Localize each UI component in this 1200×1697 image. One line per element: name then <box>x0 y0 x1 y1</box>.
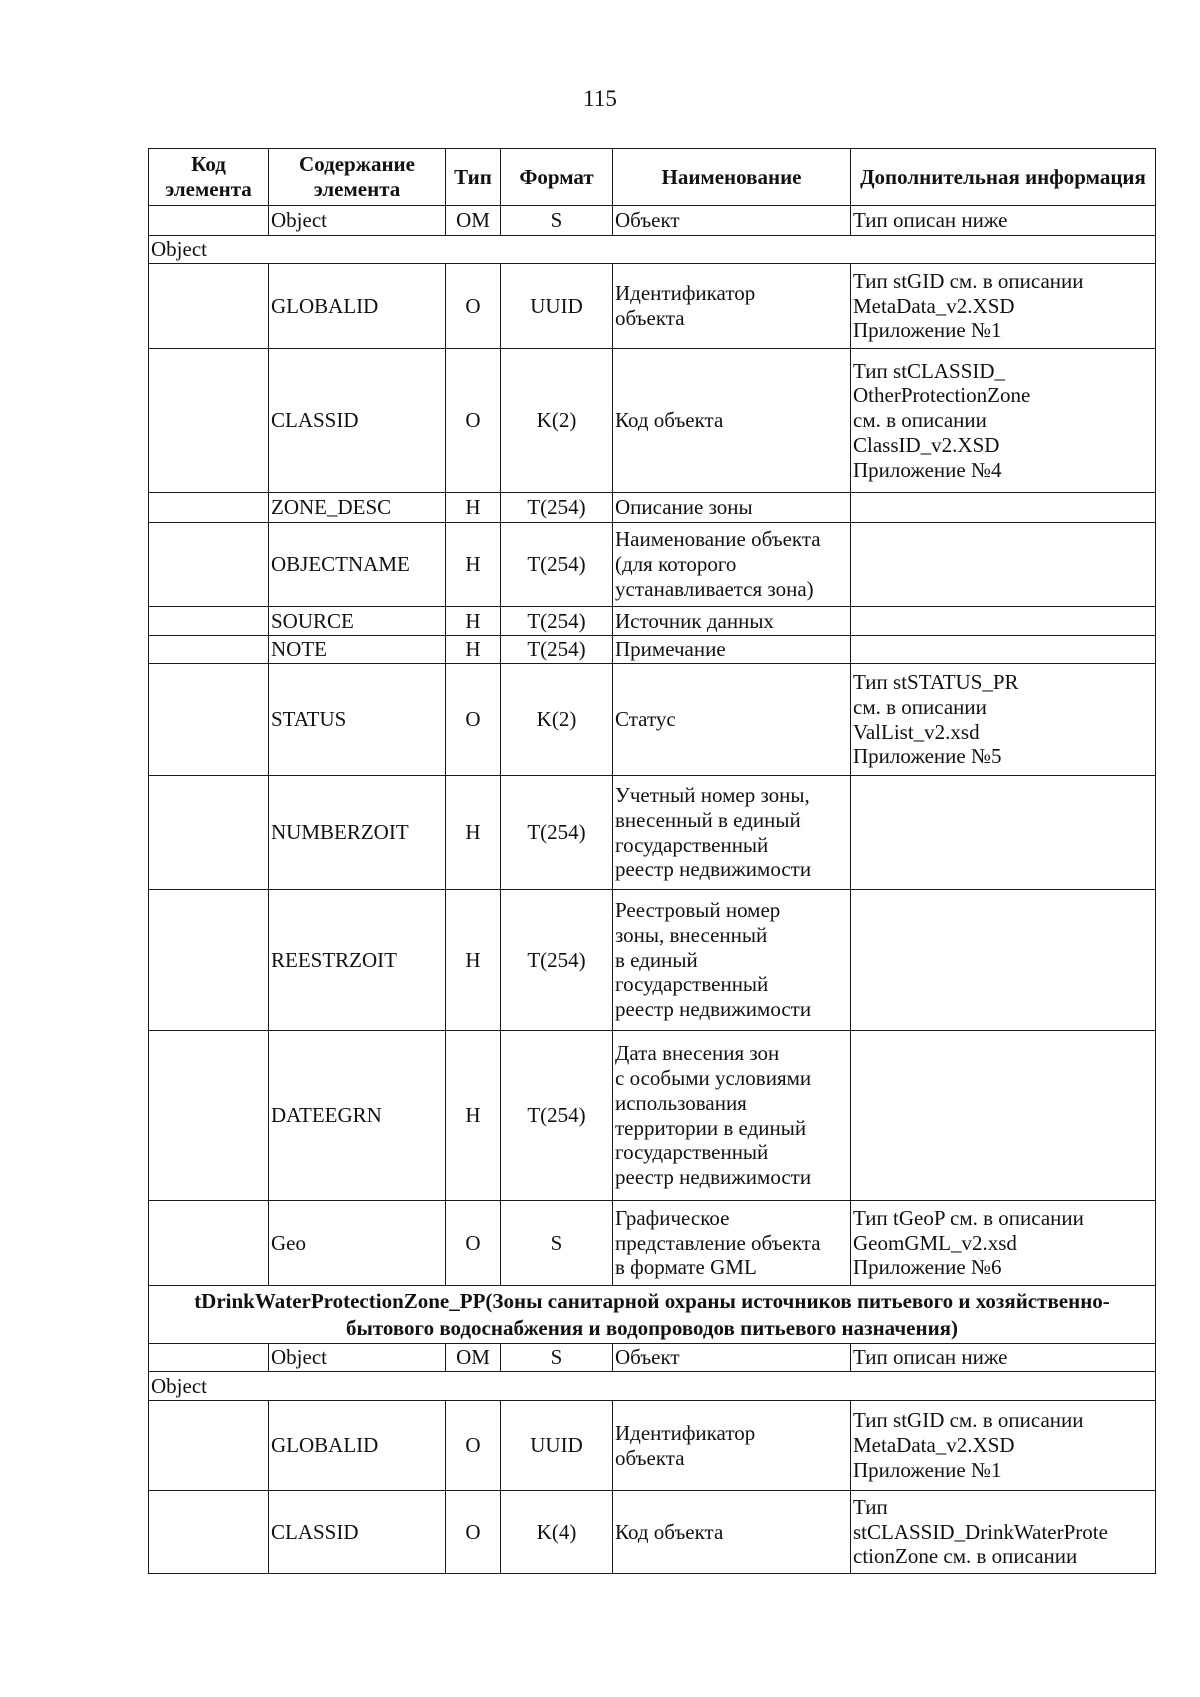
cell-code <box>149 607 269 636</box>
cell-info: Тип tGeoP см. в описании GeomGML_v2.xsd Приложение №6 <box>851 1201 1156 1286</box>
cell-format: K(2) <box>501 664 613 776</box>
cell-code <box>149 1401 269 1491</box>
cell-content: CLASSID <box>269 1491 446 1574</box>
header-info: Дополнительная информация <box>851 149 1156 206</box>
section-label-row <box>149 236 1156 264</box>
header-code: Код элемента <box>149 149 269 206</box>
cell-type: O <box>446 1401 501 1491</box>
table-row <box>149 206 1156 236</box>
cell-content: REESTRZOIT <box>269 890 446 1031</box>
cell-type: H <box>446 523 501 607</box>
cell-content: GLOBALID <box>269 1401 446 1491</box>
cell-name: Идентификатор объекта <box>613 1401 851 1491</box>
cell-format: T(254) <box>501 523 613 607</box>
table-row <box>149 890 1156 1031</box>
cell-format: S <box>501 206 613 236</box>
cell-name: Объект <box>613 1344 851 1372</box>
cell-format: K(2) <box>501 349 613 493</box>
cell-content: ZONE_DESC <box>269 493 446 523</box>
section-title: tDrinkWaterProtectionZone_PP(Зоны санитарной охраны источников питьевого и хозяйственно-бытового водоснабжения и водопроводов питьевого назначения) <box>149 1286 1156 1344</box>
cell-type: O <box>446 349 501 493</box>
header-content: Содержание элемента <box>269 149 446 206</box>
cell-name: Статус <box>613 664 851 776</box>
cell-name: Код объекта <box>613 349 851 493</box>
cell-info <box>851 636 1156 664</box>
table-row <box>149 636 1156 664</box>
table-row <box>149 607 1156 636</box>
cell-info: Тип stCLASSID_DrinkWaterProte ctionZone см. в описании <box>851 1491 1156 1574</box>
cell-name: Реестровый номер зоны, внесенный в единый государственный реестр недвижимости <box>613 890 851 1031</box>
cell-format: T(254) <box>501 776 613 890</box>
header-name: Наименование <box>613 149 851 206</box>
cell-name: Наименование объекта (для которого устанавливается зона) <box>613 523 851 607</box>
cell-type: O <box>446 1201 501 1286</box>
cell-info <box>851 493 1156 523</box>
cell-type: H <box>446 636 501 664</box>
table-row <box>149 1401 1156 1491</box>
cell-type: H <box>446 776 501 890</box>
cell-content: STATUS <box>269 664 446 776</box>
table-row <box>149 776 1156 890</box>
cell-format: S <box>501 1344 613 1372</box>
table-row <box>149 523 1156 607</box>
cell-content: Geo <box>269 1201 446 1286</box>
cell-info: Тип stGID см. в описании MetaData_v2.XSD Приложение №1 <box>851 1401 1156 1491</box>
cell-content: SOURCE <box>269 607 446 636</box>
cell-code <box>149 1344 269 1372</box>
cell-type: O <box>446 1491 501 1574</box>
page-number: 115 <box>583 86 617 111</box>
cell-type: H <box>446 1031 501 1201</box>
cell-name: Дата внесения зон с особыми условиями использования территории в единый государственный реестр недвижимости <box>613 1031 851 1201</box>
cell-content: DATEEGRN <box>269 1031 446 1201</box>
cell-format: T(254) <box>501 607 613 636</box>
cell-format: K(4) <box>501 1491 613 1574</box>
cell-format: T(254) <box>501 890 613 1031</box>
table-row <box>149 264 1156 349</box>
cell-type: OM <box>446 1344 501 1372</box>
cell-format: S <box>501 1201 613 1286</box>
cell-type: O <box>446 664 501 776</box>
cell-format: UUID <box>501 1401 613 1491</box>
cell-info <box>851 1031 1156 1201</box>
cell-code <box>149 349 269 493</box>
table-row <box>149 349 1156 493</box>
element-spec-table <box>148 148 1156 1574</box>
cell-code <box>149 264 269 349</box>
cell-name: Объект <box>613 206 851 236</box>
cell-name: Источник данных <box>613 607 851 636</box>
cell-name: Графическое представление объекта в формате GML <box>613 1201 851 1286</box>
cell-name: Идентификатор объекта <box>613 264 851 349</box>
cell-code <box>149 493 269 523</box>
cell-code <box>149 1201 269 1286</box>
table-row <box>149 1344 1156 1372</box>
table-header-row <box>149 149 1156 206</box>
cell-type: H <box>446 493 501 523</box>
table-row <box>149 493 1156 523</box>
cell-code <box>149 890 269 1031</box>
table-row <box>149 1491 1156 1574</box>
section-title-row <box>149 1286 1156 1344</box>
cell-info <box>851 890 1156 1031</box>
cell-content: OBJECTNAME <box>269 523 446 607</box>
cell-info <box>851 607 1156 636</box>
table-row <box>149 664 1156 776</box>
cell-info: Тип stSTATUS_PR см. в описании ValList_v2.xsd Приложение №5 <box>851 664 1156 776</box>
cell-code <box>149 523 269 607</box>
cell-code <box>149 1491 269 1574</box>
cell-format: T(254) <box>501 493 613 523</box>
cell-name: Описание зоны <box>613 493 851 523</box>
table-row <box>149 1201 1156 1286</box>
cell-code <box>149 206 269 236</box>
cell-type: OM <box>446 206 501 236</box>
cell-name: Примечание <box>613 636 851 664</box>
section-label: Object <box>149 236 1156 264</box>
cell-info <box>851 523 1156 607</box>
cell-name: Код объекта <box>613 1491 851 1574</box>
cell-content: NUMBERZOIT <box>269 776 446 890</box>
header-format: Формат <box>501 149 613 206</box>
cell-content: NOTE <box>269 636 446 664</box>
table-row <box>149 1031 1156 1201</box>
cell-format: T(254) <box>501 1031 613 1201</box>
cell-info <box>851 776 1156 890</box>
cell-type: H <box>446 607 501 636</box>
header-type: Тип <box>446 149 501 206</box>
cell-code <box>149 636 269 664</box>
cell-type: O <box>446 264 501 349</box>
cell-content: Object <box>269 206 446 236</box>
section-label: Object <box>149 1372 1156 1401</box>
cell-format: UUID <box>501 264 613 349</box>
cell-code <box>149 776 269 890</box>
cell-format: T(254) <box>501 636 613 664</box>
cell-code <box>149 664 269 776</box>
cell-info: Тип stGID см. в описании MetaData_v2.XSD Приложение №1 <box>851 264 1156 349</box>
section-label-row <box>149 1372 1156 1401</box>
cell-info: Тип stCLASSID_ OtherProtectionZone см. в описании ClassID_v2.XSD Приложение №4 <box>851 349 1156 493</box>
cell-name: Учетный номер зоны, внесенный в единый государственный реестр недвижимости <box>613 776 851 890</box>
cell-content: GLOBALID <box>269 264 446 349</box>
cell-content: Object <box>269 1344 446 1372</box>
cell-content: CLASSID <box>269 349 446 493</box>
cell-info: Тип описан ниже <box>851 206 1156 236</box>
cell-code <box>149 1031 269 1201</box>
cell-type: H <box>446 890 501 1031</box>
cell-info: Тип описан ниже <box>851 1344 1156 1372</box>
